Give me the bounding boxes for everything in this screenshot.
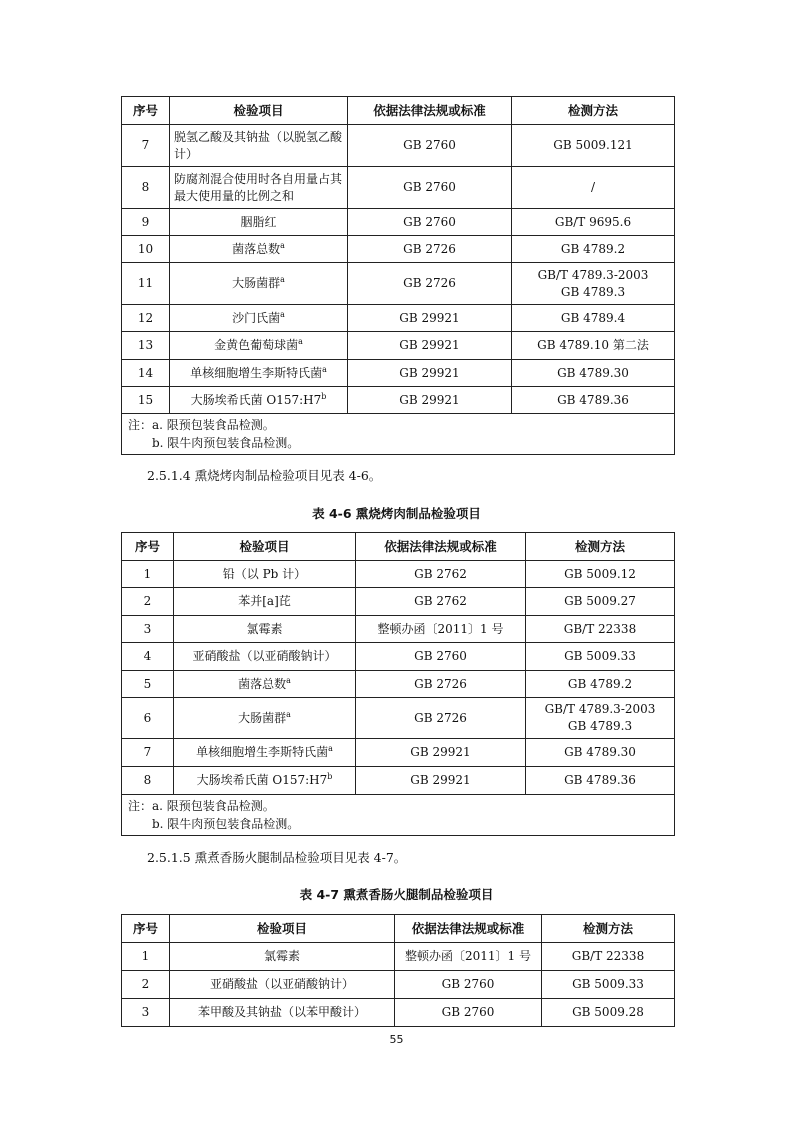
row-method: GB/T 4789.3-2003 [537,267,649,282]
row-item: 单核细胞增生李斯特氏菌 [196,745,329,759]
header-standard: 依据法律法规或标准 [395,915,542,943]
row-no: 9 [122,209,170,236]
row-item-cell [174,698,356,739]
row-item: 苯并[a]芘 [174,588,356,616]
header-method: 检测方法 [512,97,675,125]
table-note [122,795,675,836]
table-4-7 [121,914,675,1027]
row-method: GB 4789.4 [512,305,675,332]
header-standard: 依据法律法规或标准 [348,97,512,125]
row-method-line2: GB 4789.3 [567,719,633,733]
row-item-cell [170,305,348,332]
row-method: GB 5009.33 [542,971,675,999]
row-standard: 整顿办函〔2011〕1 号 [395,943,542,971]
header-method: 检测方法 [526,533,675,561]
note-b: b. 限牛肉预包装食品检测。 [152,817,300,831]
footnote-mark: a [280,275,285,284]
row-item: 大肠菌群 [232,276,281,290]
row-item: 苯甲酸及其钠盐（以苯甲酸计） [170,999,395,1027]
header-item: 检验项目 [170,97,348,125]
row-method: GB 4789.10 第二法 [512,332,675,360]
row-item-cell [174,767,356,795]
row-no: 8 [122,167,170,209]
row-no: 10 [122,236,170,263]
header-item: 检验项目 [174,533,356,561]
row-no: 13 [122,332,170,360]
table-header-row [122,915,675,943]
row-method: GB/T 22338 [542,943,675,971]
footnote-mark: a [322,364,327,374]
row-item: 菌落总数 [238,676,287,691]
row-no: 3 [122,999,170,1027]
row-item: 单核细胞增生李斯特氏菌 [190,365,323,380]
row-method: GB 5009.12 [526,561,675,588]
row-standard: GB 2726 [356,698,526,739]
table-note-row [122,414,675,455]
row-no: 8 [122,767,174,795]
row-no: 3 [122,616,174,643]
row-standard: GB 29921 [348,387,512,414]
row-no: 11 [122,263,170,305]
row-method: GB 4789.36 [526,767,675,795]
table-row [122,971,675,999]
row-item-cell [174,671,356,698]
table-note-row [122,795,675,836]
table-row [122,236,675,263]
table-row [122,387,675,414]
row-method: GB 5009.33 [526,643,675,671]
row-item: 铅（以 Pb 计） [174,561,356,588]
row-no: 14 [122,360,170,387]
table-row [122,263,675,305]
row-item: 金黄色葡萄球菌 [214,338,299,352]
note-b: b. 限牛肉预包装食品检测。 [152,436,300,450]
table-continued [121,96,675,455]
row-method-line2: GB 4789.3 [560,284,626,299]
row-item-cell [170,387,348,414]
row-standard: GB 2762 [356,588,526,616]
header-no: 序号 [122,915,170,943]
row-method-cell [512,263,675,305]
table-row [122,698,675,739]
row-standard: GB 2760 [356,643,526,671]
row-method: GB 4789.36 [512,387,675,414]
table-row [122,999,675,1027]
row-no: 2 [122,971,170,999]
row-no: 5 [122,671,174,698]
row-item: 氯霉素 [170,943,395,971]
row-standard: GB 29921 [348,305,512,332]
row-method: GB/T 9695.6 [512,209,675,236]
row-item: 防腐剂混合使用时各自用量占其最大使用量的比例之和 [170,167,348,209]
row-item: 氯霉素 [174,616,356,643]
row-item-cell [170,236,348,263]
footnote-mark: b [321,391,327,401]
table-4-6 [121,532,675,836]
header-no: 序号 [122,533,174,561]
table-note [122,414,675,455]
row-item: 大肠菌群 [238,710,287,725]
row-standard: GB 2726 [348,236,512,263]
note-a: 注：a. 限预包装食品检测。 [128,418,275,432]
row-no: 12 [122,305,170,332]
header-no: 序号 [122,97,170,125]
table-row [122,588,675,616]
row-item-cell [174,739,356,767]
row-standard: 整顿办函〔2011〕1 号 [356,616,526,643]
footnote-mark: a [298,337,303,346]
table-row [122,561,675,588]
row-method: GB 5009.28 [542,999,675,1027]
note-a: 注：a. 限预包装食品检测。 [128,799,275,813]
table-row [122,360,675,387]
row-standard: GB 2760 [348,125,512,167]
row-no: 1 [122,943,170,971]
row-item-cell [170,263,348,305]
footnote-mark: a [280,240,285,250]
row-standard: GB 2726 [356,671,526,698]
row-standard: GB 2760 [395,971,542,999]
row-item: 亚硝酸盐（以亚硝酸钠计） [174,643,356,671]
row-standard: GB 2760 [348,167,512,209]
table-row [122,616,675,643]
row-standard: GB 2760 [395,999,542,1027]
row-no: 4 [122,643,174,671]
row-method-cell [526,698,675,739]
row-item: 大肠埃希氏菌 O157:H7 [190,392,322,407]
row-no: 15 [122,387,170,414]
row-method: GB 4789.2 [526,671,675,698]
row-item: 胭脂红 [170,209,348,236]
footnote-mark: a [280,309,285,319]
row-standard: GB 2760 [348,209,512,236]
table-row [122,767,675,795]
row-item-cell [170,332,348,360]
table-caption: 表 4-6 熏烧烤肉制品检验项目 [312,506,481,521]
row-item: 菌落总数 [232,241,281,256]
table-row [122,739,675,767]
row-method: / [512,167,675,209]
table-row [122,943,675,971]
table-row [122,305,675,332]
row-standard: GB 2762 [356,561,526,588]
row-no: 7 [122,739,174,767]
row-standard: GB 2726 [348,263,512,305]
footnote-mark: a [286,709,291,719]
section-paragraph: 2.5.1.5 熏煮香肠火腿制品检验项目见表 4-7。 [147,850,407,865]
footnote-mark: a [286,675,291,685]
row-no: 2 [122,588,174,616]
footnote-mark: b [327,772,333,781]
row-method: GB/T 22338 [526,616,675,643]
table-header-row [122,97,675,125]
footnote-mark: a [328,744,333,753]
table-row [122,125,675,167]
table-row [122,167,675,209]
row-method: GB/T 4789.3-2003 [544,702,656,716]
header-item: 检验项目 [170,915,395,943]
row-no: 1 [122,561,174,588]
row-method: GB 5009.27 [526,588,675,616]
row-item-cell [170,360,348,387]
row-standard: GB 29921 [356,767,526,795]
row-no: 7 [122,125,170,167]
header-method: 检测方法 [542,915,675,943]
table-row [122,332,675,360]
row-standard: GB 29921 [348,332,512,360]
section-paragraph: 2.5.1.4 熏烧烤肉制品检验项目见表 4-6。 [147,468,382,483]
row-standard: GB 29921 [356,739,526,767]
row-method: GB 4789.2 [512,236,675,263]
row-method: GB 4789.30 [526,739,675,767]
row-method: GB 5009.121 [512,125,675,167]
table-row [122,643,675,671]
row-item: 亚硝酸盐（以亚硝酸钠计） [170,971,395,999]
table-row [122,209,675,236]
table-caption: 表 4-7 熏煮香肠火腿制品检验项目 [299,887,494,902]
row-item: 脱氢乙酸及其钠盐（以脱氢乙酸计） [170,125,348,167]
row-item: 沙门氏菌 [232,310,281,325]
header-standard: 依据法律法规或标准 [356,533,526,561]
row-method: GB 4789.30 [512,360,675,387]
row-no: 6 [122,698,174,739]
table-header-row [122,533,675,561]
row-standard: GB 29921 [348,360,512,387]
table-row [122,671,675,698]
row-item: 大肠埃希氏菌 O157:H7 [196,773,328,787]
page-number: 55 [389,1033,404,1046]
